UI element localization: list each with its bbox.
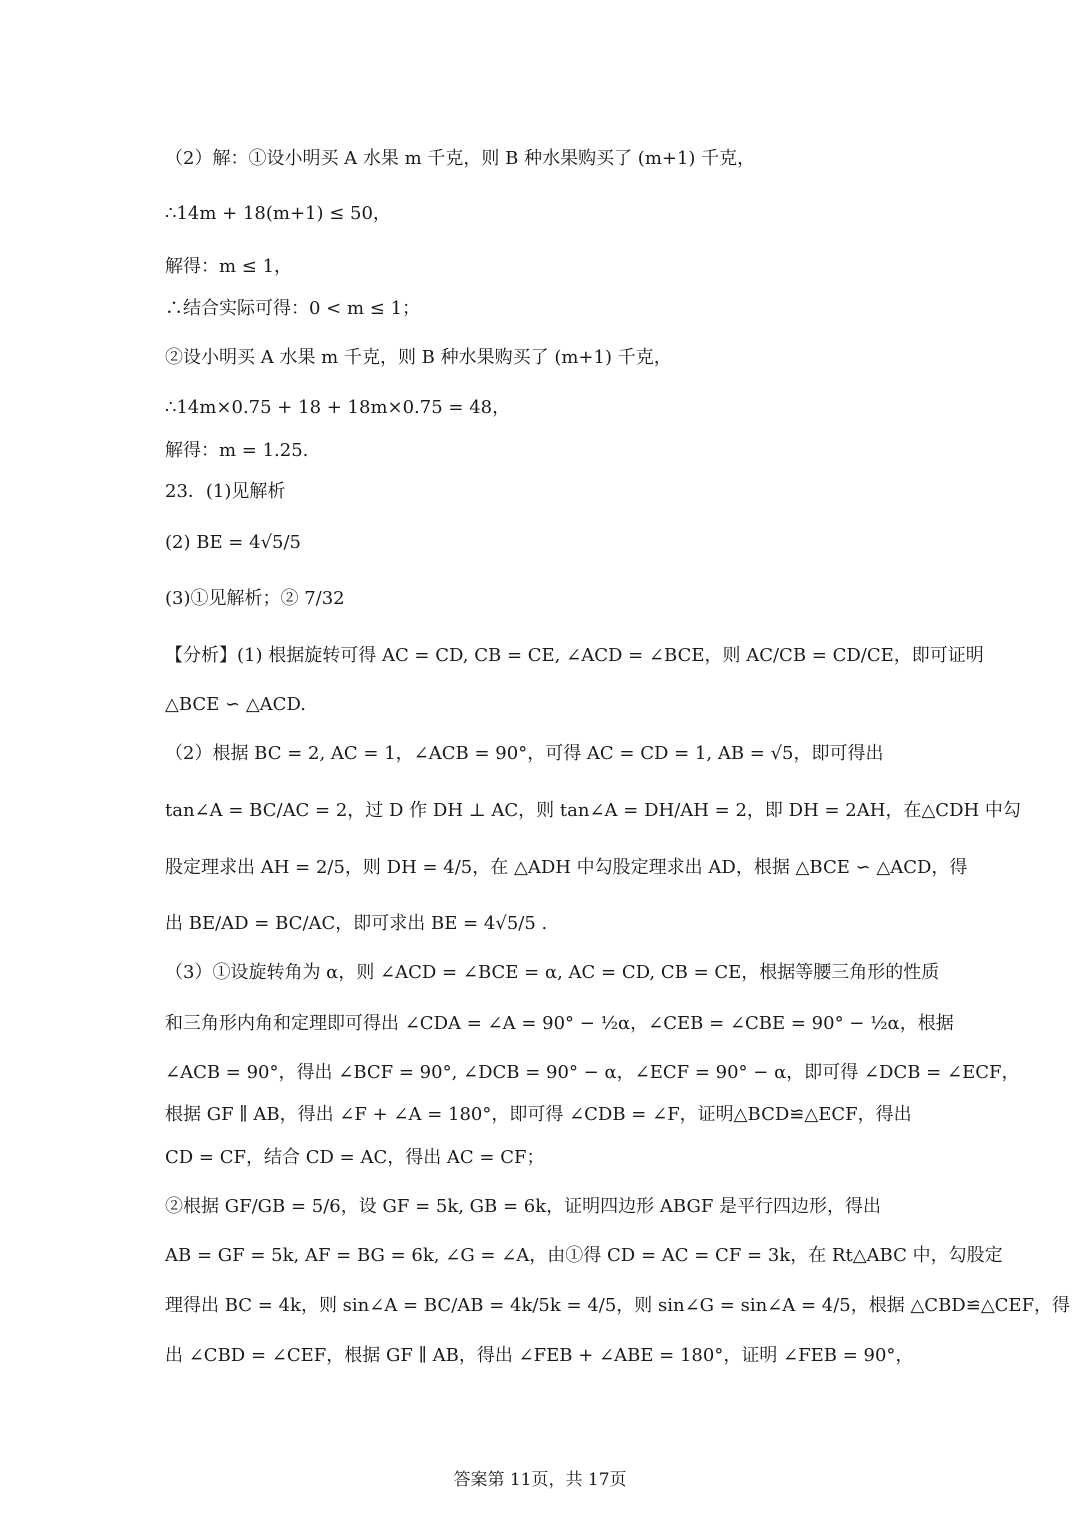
line-12: △BCE ∽ △ACD.: [165, 694, 306, 715]
line-8: 23．(1)见解析: [165, 481, 286, 502]
line-20: 根据 GF ∥ AB，得出 ∠F + ∠A = 180°，即可得 ∠CDB = ∠F，证明△BCD≌△ECF，得出: [165, 1104, 912, 1125]
line-1: （2）解：①设小明买 A 水果 m 千克，则 B 种水果购买了 (m+1) 千克，: [165, 148, 756, 169]
line-22: ②根据 GF/GB = 5/6，设 GF = 5k, GB = 6k，证明四边形 ABGF 是平行四边形，得出: [165, 1196, 882, 1217]
line-16: 出 BE/AD = BC/AC，即可求出 BE = 4√5/5 .: [165, 913, 548, 934]
line-6: ∴14m×0.75 + 18 + 18m×0.75 = 48，: [165, 397, 511, 418]
line-3: 解得：m ≤ 1，: [165, 256, 293, 277]
page-footer: 答案第 11页，共 17页: [453, 1470, 627, 1490]
line-23: AB = GF = 5k, AF = BG = 6k, ∠G = ∠A，由①得 CD = AC = CF = 3k，在 Rt△ABC 中，勾股定: [165, 1245, 1003, 1266]
line-14: tan∠A = BC/AC = 2，过 D 作 DH ⊥ AC，则 tan∠A = DH/AH = 2，即 DH = 2AH，在△CDH 中勾: [165, 800, 1021, 821]
line-7: 解得：m = 1.25.: [165, 440, 309, 461]
line-18: 和三角形内角和定理即可得出 ∠CDA = ∠A = 90° − ½α，∠CEB = ∠CBE = 90° − ½α，根据: [165, 1013, 954, 1034]
line-21: CD = CF，结合 CD = AC，得出 AC = CF；: [165, 1147, 545, 1168]
line-15: 股定理求出 AH = 2/5，则 DH = 4/5，在 △ADH 中勾股定理求出 AD，根据 △BCE ∽ △ACD，得: [165, 857, 968, 878]
line-2: ∴14m + 18(m+1) ≤ 50，: [165, 203, 391, 224]
line-25: 出 ∠CBD = ∠CEF，根据 GF ∥ AB，得出 ∠FEB + ∠ABE = 180°，证明 ∠FEB = 90°，: [165, 1345, 914, 1366]
line-13: （2）根据 BC = 2, AC = 1，∠ACB = 90°，可得 AC = CD = 1, AB = √5，即可得出: [165, 743, 884, 764]
line-19: ∠ACB = 90°，得出 ∠BCF = 90°, ∠DCB = 90° − α，∠ECF = 90° − α，即可得 ∠DCB = ∠ECF，: [165, 1062, 1020, 1083]
line-4: ∴结合实际可得：0 < m ≤ 1；: [165, 298, 421, 319]
line-9: (2) BE = 4√5/5: [165, 532, 302, 553]
line-24: 理得出 BC = 4k，则 sin∠A = BC/AB = 4k/5k = 4/5，则 sin∠G = sin∠A = 4/5，根据 △CBD≌△CEF，得: [165, 1295, 1071, 1316]
line-17: （3）①设旋转角为 α，则 ∠ACD = ∠BCE = α, AC = CD, CB = CE，根据等腰三角形的性质: [165, 962, 940, 983]
line-5: ②设小明买 A 水果 m 千克，则 B 种水果购买了 (m+1) 千克，: [165, 347, 672, 368]
line-10: (3)①见解析；② 7/32: [165, 588, 345, 609]
line-11: 【分析】(1) 根据旋转可得 AC = CD, CB = CE, ∠ACD = ∠BCE，则 AC/CB = CD/CE，即可证明: [165, 645, 984, 666]
